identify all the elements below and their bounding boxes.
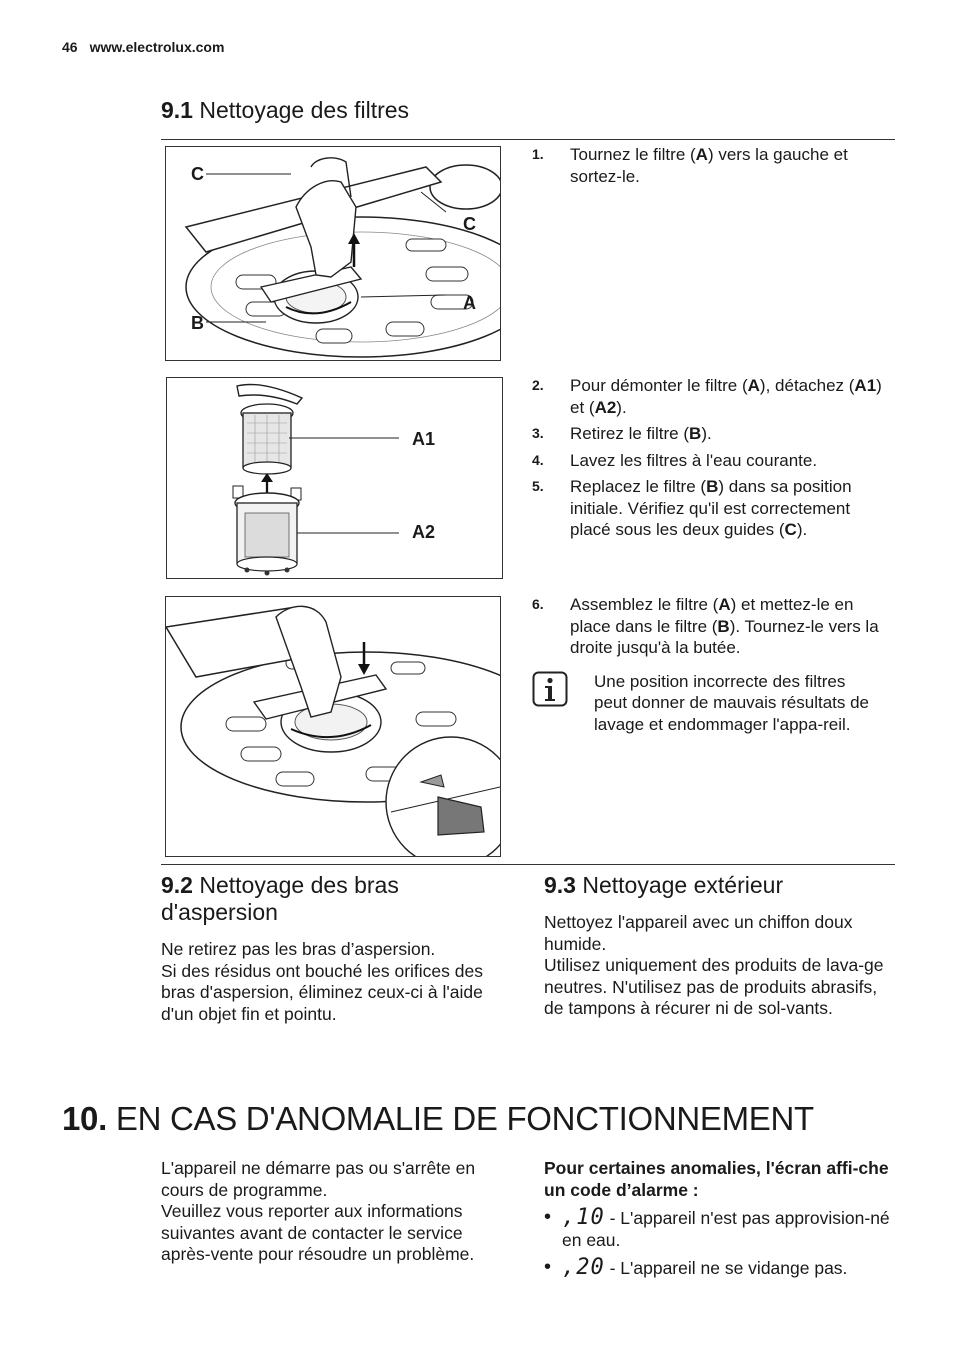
section-number: 9.2	[161, 872, 193, 898]
filter-parts-illustration	[167, 378, 502, 578]
page-number: 46	[62, 39, 78, 55]
figure-filter-install	[165, 596, 501, 857]
info-note	[532, 671, 887, 736]
step-number: 1.	[532, 146, 544, 162]
section-title: Nettoyage extérieur	[582, 872, 784, 898]
section-9-2-body	[161, 939, 511, 1025]
paragraph: Nettoyez l'appareil avec un chiffon doux humide.	[544, 912, 853, 954]
step-2	[532, 375, 887, 418]
section-rule	[161, 139, 895, 140]
alarm-item	[544, 1257, 894, 1280]
chapter-10-right-text	[544, 1158, 894, 1280]
info-text: Une position incorrecte des filtres peut donner de mauvais résultats de lavage et endommager l'appa-reil.	[594, 671, 870, 734]
label-c-right: C	[463, 214, 476, 234]
section-9-1-heading	[161, 97, 409, 124]
paragraph: L'appareil ne démarre pas ou s'arrête en cours de programme.	[161, 1158, 476, 1200]
alarm-intro: Pour certaines anomalies, l'écran affi-che un code d’alarme :	[544, 1158, 889, 1200]
alarm-description: - L'appareil n'est pas approvision-né en eau.	[562, 1208, 890, 1250]
section-9-3-heading	[544, 872, 894, 899]
step-text: Tournez le filtre (A) vers la gauche et sortez-le.	[570, 145, 848, 186]
alarm-code-display: ,20	[562, 1255, 605, 1280]
bullet-dot: •	[544, 1256, 552, 1278]
section-rule	[161, 864, 895, 865]
alarm-code-display: ,10	[562, 1205, 605, 1230]
chapter-title: EN CAS D'ANOMALIE DE FONCTIONNEMENT	[115, 1100, 814, 1137]
info-icon	[532, 671, 594, 736]
section-9-2-heading	[161, 872, 491, 926]
step-1	[532, 144, 882, 187]
paragraph: Si des résidus ont bouché les orifices des bras d'aspersion, éliminez ceux-ci à l'aide d'un objet fin et pointu.	[161, 960, 483, 1024]
step-text: Assemblez le filtre (A) et mettez-le en place dans le filtre (B). Tournez-le vers la droite jusqu'à la butée.	[570, 595, 879, 657]
step-text: Pour démonter le filtre (A), détachez (A1) et (A2).	[570, 376, 882, 417]
alarm-item	[544, 1207, 894, 1251]
alarm-description: - L'appareil ne se vidange pas.	[604, 1258, 848, 1278]
step-text: Retirez le filtre (B).	[570, 424, 712, 443]
chapter-number: 10.	[62, 1100, 107, 1137]
step-3	[532, 423, 887, 445]
steps-group-2	[532, 375, 887, 546]
step-5	[532, 476, 887, 541]
step-number: 3.	[532, 425, 544, 441]
step-number: 2.	[532, 377, 544, 393]
filter-install-illustration	[166, 597, 500, 856]
chapter-10-heading	[62, 1100, 814, 1138]
section-number: 9.3	[544, 872, 576, 898]
paragraph: Utilisez uniquement des produits de lava-ge neutres. N'utilisez pas de produits abrasifs, de tampons à récurer ni de sol-vants.	[544, 955, 884, 1018]
step-6	[532, 594, 887, 659]
figure-filter-parts	[166, 377, 503, 579]
section-number: 9.1	[161, 97, 193, 123]
step-number: 5.	[532, 478, 544, 494]
filter-removal-illustration	[166, 147, 500, 360]
chapter-10-left-text	[161, 1158, 511, 1266]
website-link[interactable]: www.electrolux.com	[89, 39, 225, 55]
label-c-top: C	[191, 164, 204, 184]
figure-filter-removal	[165, 146, 501, 361]
step-number: 4.	[532, 451, 544, 468]
bullet-dot: •	[544, 1206, 552, 1228]
label-a2: A2	[412, 522, 436, 542]
step-text: Lavez les filtres à l'eau courante.	[570, 450, 818, 470]
section-title: Nettoyage des filtres	[199, 97, 410, 123]
section-title: Nettoyage des bras d'aspersion	[161, 872, 399, 925]
page-header	[62, 39, 224, 55]
label-a: A	[463, 293, 476, 313]
paragraph: Veuillez vous reporter aux informations suivantes avant de contacter le service après-vente pour résoudre un problème.	[161, 1201, 475, 1264]
steps-group-3	[532, 594, 887, 735]
section-9-3-body	[544, 912, 889, 1020]
paragraph: Ne retirez pas les bras d’aspersion.	[161, 939, 436, 959]
steps-group-1	[532, 144, 882, 192]
label-b: B	[191, 313, 204, 333]
label-a1: A1	[412, 429, 436, 449]
step-text: Replacez le filtre (B) dans sa position initiale. Vérifiez qu'il est correctement placé sous les deux guides (C).	[570, 477, 852, 539]
step-4	[532, 450, 887, 472]
step-number: 6.	[532, 596, 544, 612]
